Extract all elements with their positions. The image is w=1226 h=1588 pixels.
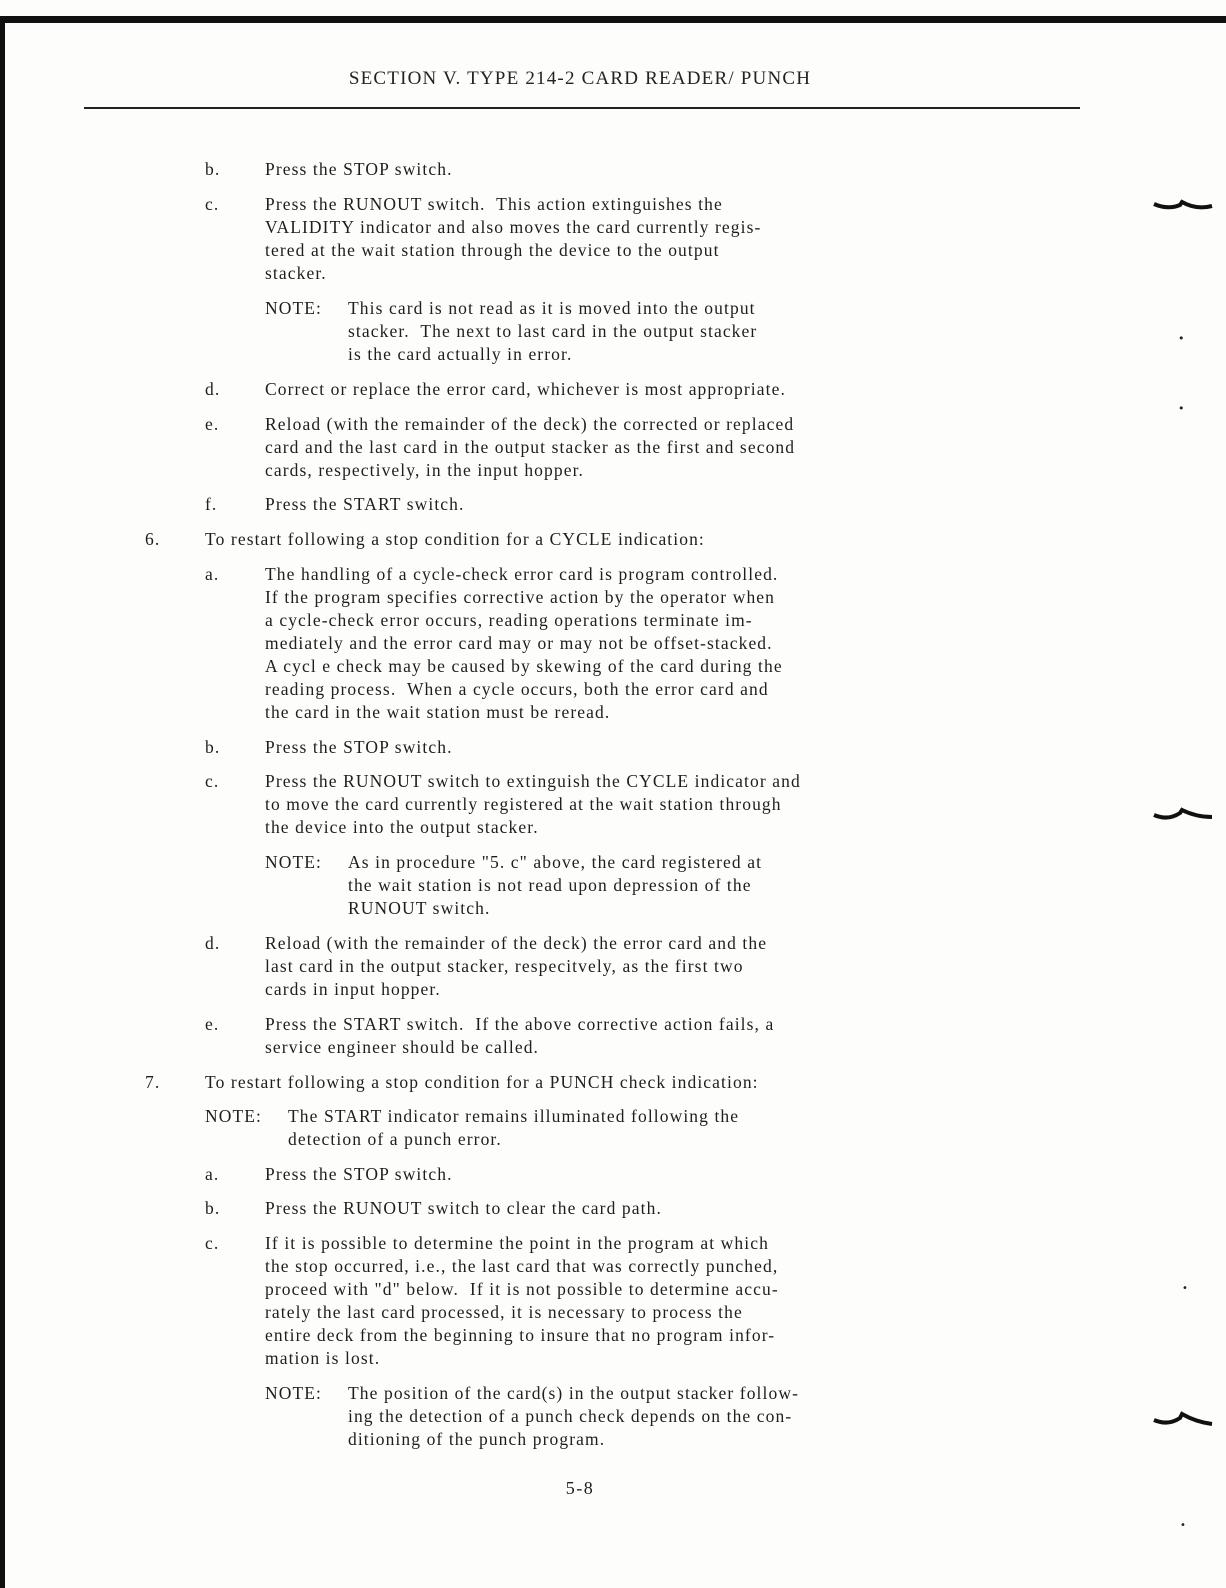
text-line: Press the STOP switch. [265, 159, 453, 179]
list-marker: b. [205, 159, 221, 179]
list-marker: c. [205, 771, 220, 791]
list-marker: c. [205, 1233, 220, 1253]
scan-speck-icon: • [1180, 1520, 1186, 1531]
scan-speck-icon: • [1178, 332, 1185, 345]
text-line: cards, respectively, in the input hopper. [265, 460, 585, 480]
note-label: NOTE: [265, 1383, 323, 1403]
text-line: is the card actually in error. [348, 344, 573, 364]
text-line: the card in the wait station must be reread. [265, 702, 611, 722]
text-line: ditioning of the punch program. [348, 1429, 606, 1449]
text-line: proceed with "d" below. If it is not possible to determine accu- [265, 1279, 779, 1299]
text-line: ing the detection of a punch check depends on the con- [348, 1406, 793, 1426]
text-line: Press the START switch. If the above corrective action fails, a [265, 1014, 775, 1034]
text-line: Reload (with the remainder of the deck) the error card and the [265, 933, 768, 953]
text-line: detection of a punch error. [288, 1129, 502, 1149]
text-line: To restart following a stop condition for a PUNCH check indication: [205, 1072, 759, 1092]
header-rule [84, 107, 1080, 109]
text-line: The START indicator remains illuminated following the [288, 1106, 740, 1126]
text-line: To restart following a stop condition for a CYCLE indication: [205, 529, 705, 549]
binder-mark-icon [1152, 805, 1214, 825]
text-line: the device into the output stacker. [265, 817, 539, 837]
list-marker: a. [205, 1164, 220, 1184]
binder-mark-icon [1152, 1408, 1214, 1432]
text-line: RUNOUT switch. [348, 898, 491, 918]
list-marker: d. [205, 379, 221, 399]
text-line: If it is possible to determine the point in the program at which [265, 1233, 769, 1253]
text-line: card and the last card in the output stacker as the first and second [265, 437, 796, 457]
note-label: NOTE: [205, 1106, 263, 1126]
note-label: NOTE: [265, 852, 323, 872]
list-marker: f. [205, 494, 218, 514]
list-marker: b. [205, 1198, 221, 1218]
text-line: a cycle-check error occurs, reading operations terminate im- [265, 610, 753, 630]
text-line: service engineer should be called. [265, 1037, 540, 1057]
binder-mark-icon [1152, 196, 1214, 216]
text-line: Press the STOP switch. [265, 1164, 453, 1184]
note-label: NOTE: [265, 298, 323, 318]
text-line: tered at the wait station through the device to the output [265, 240, 720, 260]
text-line: stacker. [265, 263, 327, 283]
text-line: VALIDITY indicator and also moves the card currently regis- [265, 217, 762, 237]
list-marker: 6. [145, 529, 161, 549]
text-line: stacker. The next to last card in the output stacker [348, 321, 758, 341]
text-line: to move the card currently registered at the wait station through [265, 794, 782, 814]
list-marker: d. [205, 933, 221, 953]
text-line: reading process. When a cycle occurs, both the error card and [265, 679, 769, 699]
text-line: last card in the output stacker, respecitvely, as the first two [265, 956, 744, 976]
text-line: Reload (with the remainder of the deck) the corrected or replaced [265, 414, 795, 434]
text-line: cards in input hopper. [265, 979, 441, 999]
page-number: 5-8 [565, 1478, 595, 1498]
text-line: the stop occurred, i.e., the last card that was correctly punched, [265, 1256, 779, 1276]
text-line: The handling of a cycle-check error card is program controlled. [265, 564, 779, 584]
scan-speck-icon: • [1182, 1283, 1188, 1294]
text-line: entire deck from the beginning to insure that no program infor- [265, 1325, 776, 1345]
text-line: If the program specifies corrective action by the operator when [265, 587, 776, 607]
list-marker: e. [205, 414, 220, 434]
text-line: rately the last card processed, it is necessary to process the [265, 1302, 743, 1322]
scan-top-border [0, 16, 1226, 23]
text-line: Press the STOP switch. [265, 737, 453, 757]
text-line: mediately and the error card may or may not be offset-stacked. [265, 633, 773, 653]
text-line: As in procedure "5. c" above, the card registered at [348, 852, 763, 872]
text-line: the wait station is not read upon depression of the [348, 875, 752, 895]
text-line: Press the RUNOUT switch to extinguish the CYCLE indicator and [265, 771, 801, 791]
list-marker: a. [205, 564, 220, 584]
list-marker: 7. [145, 1072, 161, 1092]
text-line: This card is not read as it is moved into the output [348, 298, 756, 318]
page-header: SECTION V. TYPE 214-2 CARD READER/ PUNCH [348, 68, 812, 89]
list-marker: e. [205, 1014, 220, 1034]
text-line: Press the RUNOUT switch. This action extinguishes the [265, 194, 723, 214]
text-line: A cycl e check may be caused by skewing of the card during the [265, 656, 783, 676]
list-marker: b. [205, 737, 221, 757]
text-line: The position of the card(s) in the output stacker follow- [348, 1383, 799, 1403]
scan-speck-icon: • [1178, 402, 1185, 415]
text-line: Press the RUNOUT switch to clear the card path. [265, 1198, 662, 1218]
text-line: Press the START switch. [265, 494, 465, 514]
text-line: Correct or replace the error card, whichever is most appropriate. [265, 379, 786, 399]
text-line: mation is lost. [265, 1348, 381, 1368]
list-marker: c. [205, 194, 220, 214]
scan-left-border [0, 16, 5, 1588]
